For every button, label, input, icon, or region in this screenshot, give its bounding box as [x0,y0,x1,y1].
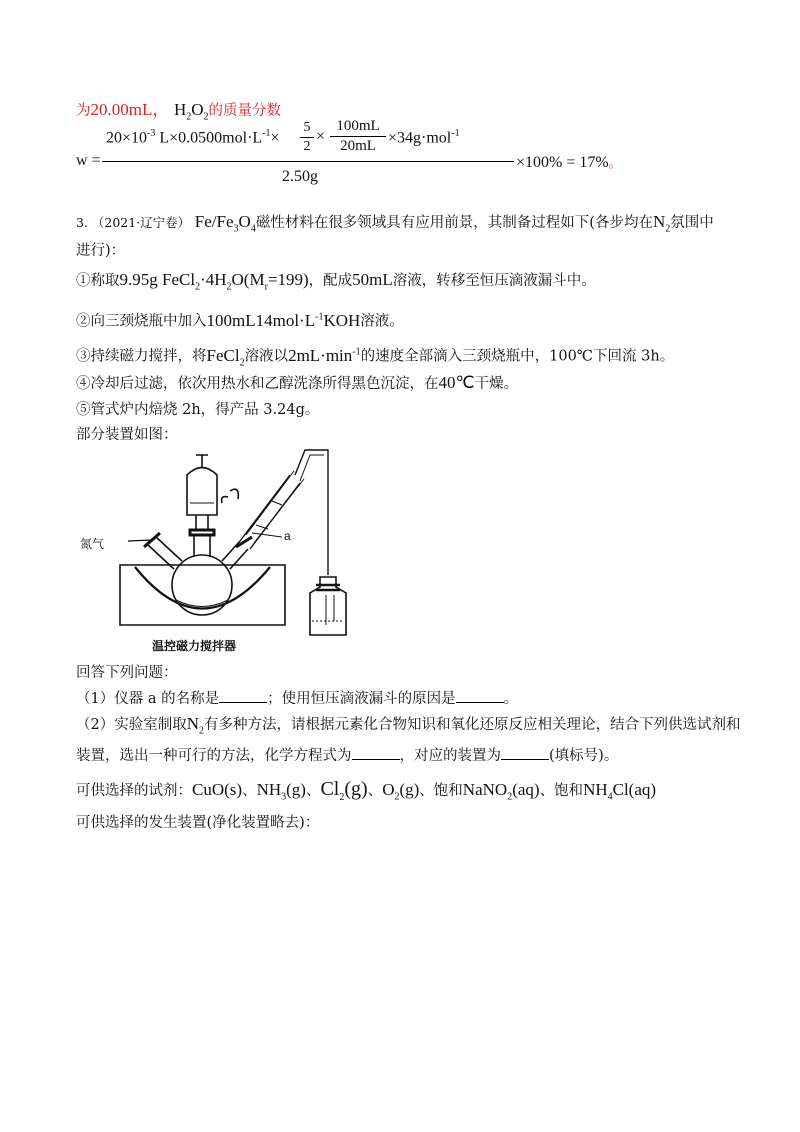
reagent-list: 可供选择的试剂：CuO(s)、$NH_3(g)$、$Cl_2(g)$、$O_2(g)$、饱和NaNO$_2$(aq)、饱和$NH_4Cl(aq)$ [76,778,657,803]
sub-question-2-cont: 装置，选出一种可行的方法，化学方程式为 ，对应的装置为 (填标号)。 [76,748,619,764]
step-5: ⑤管式炉内焙烧 2h，得产品 3.24g。 [76,402,320,418]
answer-blank[interactable] [352,746,400,760]
answer-blank[interactable] [456,689,504,703]
figure-intro: 部分装置如图： [76,427,178,443]
label-nitrogen: 氮气 [80,537,105,551]
formula-molar-mass: ×34g·mol$^{-1}$ [388,128,460,147]
formula-numerator: $20\times 10^{-3}$ $L\times 0.0500mol\cdot L^{-1}\times$ [106,128,280,147]
main-fraction-bar [102,161,514,162]
formula-result: ×100% = 17%。 [516,154,622,171]
answer-blank[interactable] [219,689,267,703]
step-1: ①称取9.95g $FeCl_2\cdot 4H_2O(M_r=199)$，配成50mL溶液，转移至恒压滴液漏斗中。 [76,270,596,293]
formula-lhs: w = [76,152,101,169]
device-intro: 可供选择的发生装置(净化装置略去)： [76,815,320,831]
formula-denominator: 2.50g [282,168,318,185]
figure-caption: 温控磁力搅拌器 [152,639,237,653]
sub-question-2: （2）实验室制取$N_2$有多种方法，请根据元素化合物知识和氧化还原反应相关理论，结合下列供选试剂和 [76,714,741,737]
answer-line-volume: 为20.00mL， $H_2O_2$的质量分数 [76,100,282,123]
question-3-intro: 3. （2021·辽宁卷） $Fe/Fe_3O_4$磁性材料在很多领域具有应用前景，其制备过程如下(各步均在$N_2$氛围中 [76,212,714,235]
question-3-intro-cont: 进行)： [76,243,126,259]
mass-fraction-formula: w = $20\times 10^{-3}$ $L\times 0.0500mol\cdot L^{-1}\times$ 5 2 × 100mL 20mL ×34g·mol$^{-1}$ 2.50g ×100% = 17%。 [76,118,622,185]
sub-question-1: （1）仪器 a 的名称是 ；使用恒压滴液漏斗的原因是 。 [76,691,519,707]
fraction-volume-ratio: 100mL 20mL [330,118,386,155]
step-2: ②向三颈烧瓶中加入$100mL14mol\cdot L^{-1}KOH$溶液。 [76,310,404,330]
apparatus-figure [80,445,420,657]
answer-blank[interactable] [501,746,549,760]
fraction-five-halves: 5 2 [300,120,314,155]
apparatus-drawing [90,445,420,657]
step-3: ③持续磁力搅拌，将FeCl$_2$溶液以$2mL\cdot\min^{-1}$的速度全部滴入三颈烧瓶中，100℃下回流 3h。 [76,345,675,369]
step-4: ④冷却后过滤，依次用热水和乙醇洗涤所得黑色沉淀，在40℃干燥。 [76,373,519,392]
answer-intro: 回答下列问题： [76,665,178,681]
label-instrument-a: a [284,529,291,543]
